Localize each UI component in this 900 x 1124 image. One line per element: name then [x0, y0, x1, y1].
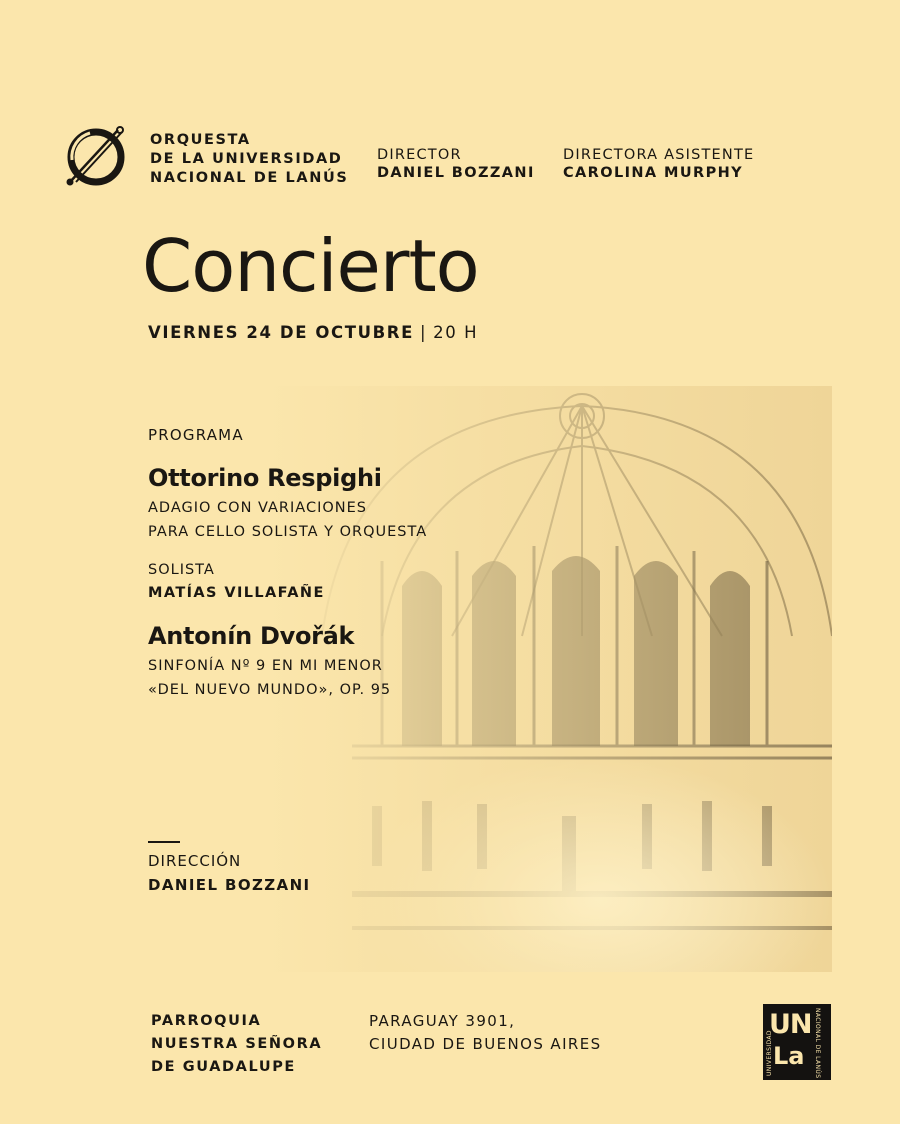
composer-respighi: Ottorino Respighi: [148, 464, 382, 492]
orchestra-name: [150, 131, 348, 188]
venue-line-3: DE GUADALUPE: [151, 1059, 296, 1075]
unla-mark-line-1: UN: [769, 1009, 812, 1040]
venue-line-1: PARROQUIA: [151, 1013, 262, 1029]
director-label: DIRECTOR: [377, 147, 462, 163]
event-time: 20 H: [433, 323, 479, 342]
org-line-1: ORQUESTA: [150, 132, 251, 148]
work-respighi: [148, 496, 427, 544]
assistant-name: CAROLINA MURPHY: [563, 165, 744, 181]
org-line-2: DE LA UNIVERSIDAD: [150, 151, 343, 167]
work-respighi-line-2: PARA CELLO SOLISTA Y ORQUESTA: [148, 524, 428, 540]
venue-line-2: NUESTRA SEÑORA: [151, 1036, 323, 1052]
assistant-credit: [563, 146, 754, 182]
unla-mark-line-2: La: [773, 1042, 805, 1070]
divider: [148, 841, 180, 843]
address-line-2: CIUDAD DE BUENOS AIRES: [369, 1035, 602, 1053]
work-dvorak: [148, 654, 391, 702]
work-dvorak-line-2: «DEL NUEVO MUNDO», OP. 95: [148, 682, 392, 698]
work-respighi-line-1: ADAGIO CON VARIACIONES: [148, 500, 367, 516]
director-credit: [377, 146, 535, 182]
work-dvorak-line-1: SINFONÍA Nº 9 EN MI MENOR: [148, 658, 383, 674]
org-line-3: NACIONAL DE LANÚS: [150, 170, 349, 186]
program-label: PROGRAMA: [148, 426, 244, 444]
assistant-label: DIRECTORA ASISTENTE: [563, 147, 755, 163]
composer-dvorak: Antonín Dvořák: [148, 622, 355, 650]
unla-logo-icon: [763, 1004, 831, 1080]
venue-name: [151, 1010, 322, 1079]
orchestra-logo-icon: [62, 122, 130, 190]
soloist-name: MATÍAS VILLAFAÑE: [148, 585, 325, 601]
venue-address: [369, 1010, 602, 1056]
director-name: DANIEL BOZZANI: [377, 165, 535, 181]
direction-name: DANIEL BOZZANI: [148, 876, 311, 894]
event-datetime: [148, 320, 478, 346]
page-title: Concierto: [142, 224, 479, 308]
unla-side-text-1: UNIVERSIDAD: [766, 1030, 773, 1076]
soloist-label: SOLISTA: [148, 562, 215, 578]
unla-side-text-2: NACIONAL DE LANÚS: [814, 1008, 821, 1079]
address-line-1: PARAGUAY 3901,: [369, 1012, 516, 1030]
direction-label: DIRECCIÓN: [148, 852, 242, 870]
datetime-separator: |: [419, 323, 428, 342]
event-date: VIERNES 24 DE OCTUBRE: [148, 323, 414, 342]
